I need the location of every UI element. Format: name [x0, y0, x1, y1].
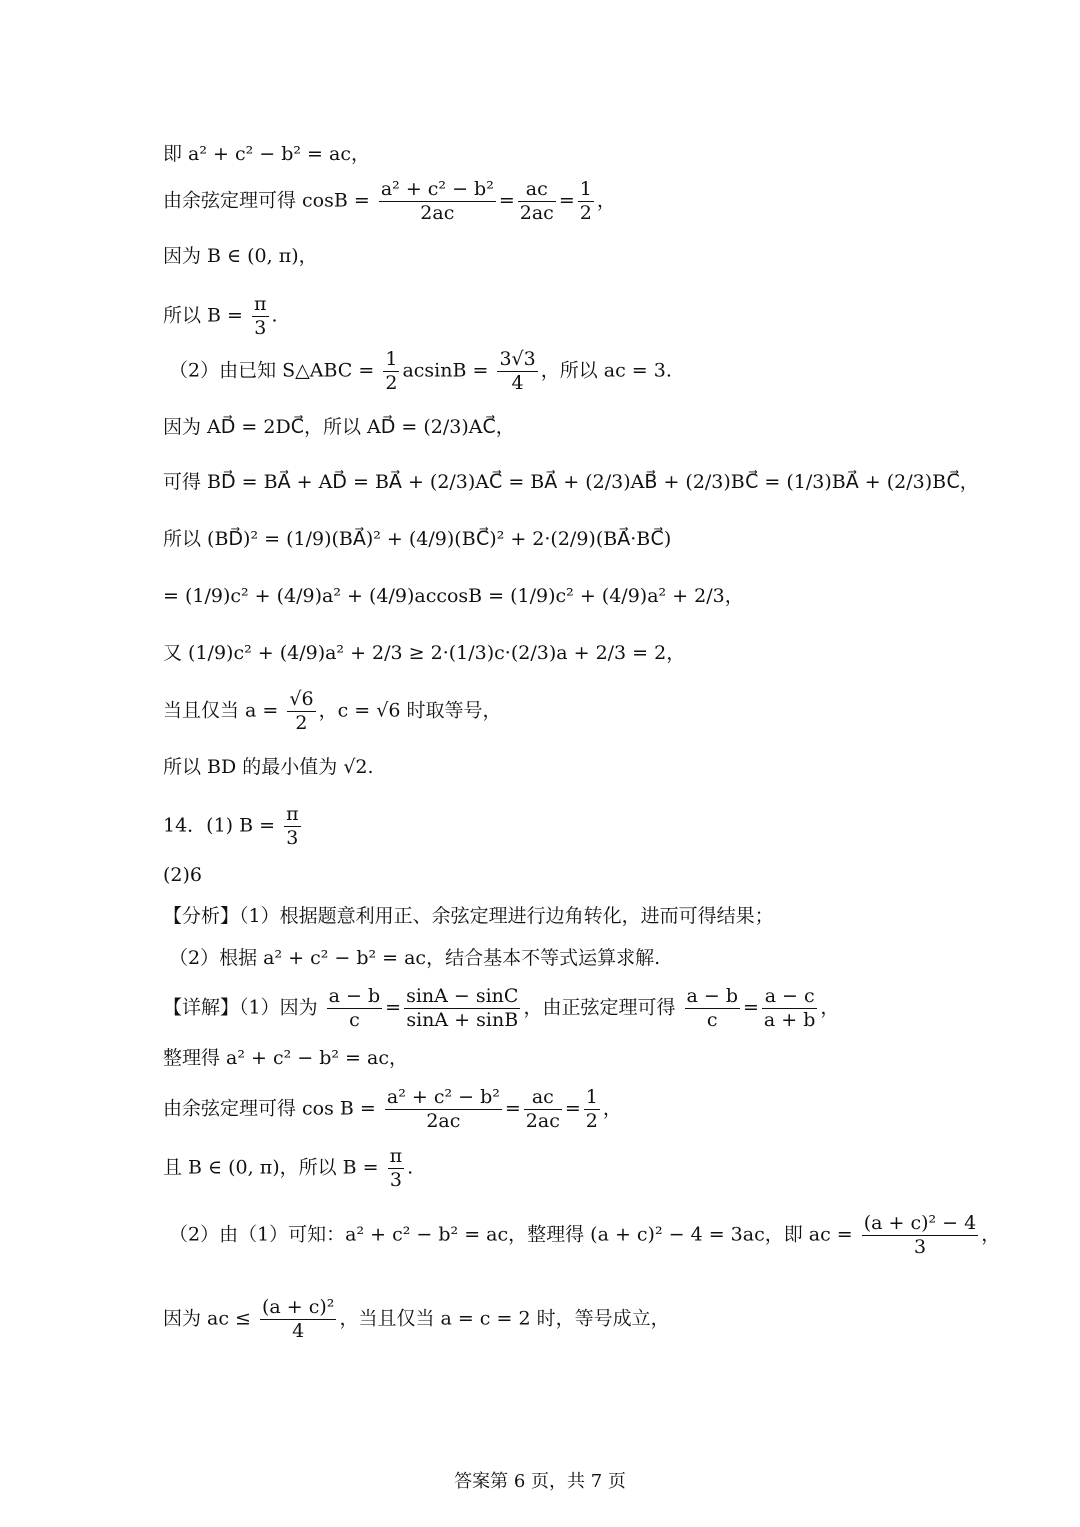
- fraction: $\frac{\text{a² + c² − b²}}{2ac}$: [380, 178, 494, 224]
- line-text: 由余弦定理可得 cosB =: [163, 189, 376, 212]
- bound-line: 因为 ac ≤ $\frac{\text{(a + c)²}}{4}$ ，当且仅当 a = c = 2 时，等号成立，: [163, 1296, 670, 1342]
- b-result-line: 且 B ∈ (0, π)，所以 B = $\frac{\pi}{3}$ .: [163, 1145, 414, 1191]
- fraction: $\frac{1}{2}$: [385, 348, 398, 394]
- fraction: $\frac{ac}{2ac}$: [519, 178, 554, 224]
- fraction: $\frac{ac}{2ac}$: [525, 1086, 560, 1132]
- analysis-line-2: （2）根据 a² + c² − b² = ac，结合基本不等式运算求解.: [169, 947, 661, 969]
- range-line: 因为 B ∈ (0, π)，: [163, 245, 318, 267]
- equality-line: 当且仅当 a = $\frac{√6}{2}$ ，c = √6 时取等号，: [163, 688, 502, 734]
- fraction: $\frac{1}{2}$: [579, 178, 592, 224]
- result-line: 所以 B = $\frac{\pi}{3}$ .: [163, 293, 278, 339]
- fraction: $\frac{3√3}{4}$: [499, 348, 536, 394]
- fraction: $\frac{\pi}{3}$: [286, 803, 299, 849]
- fraction: $\frac{1}{2}$: [585, 1086, 598, 1132]
- fraction: $\frac{a - b}{c}$: [686, 985, 738, 1031]
- min-value-line: 所以 BD 的最小值为 √2.: [163, 756, 374, 778]
- fraction: $\frac{\pi}{3}$: [254, 293, 267, 339]
- part2-line: （2）由（1）可知：a² + c² − b² = ac，整理得 (a + c)² − 4 = 3ac，即 ac = $\frac{\text{(a + c)² − 4}}{3}$ ，: [169, 1212, 1001, 1258]
- q14-answer-2: (2)6: [163, 864, 203, 886]
- fraction: $\frac{\text{(a + c)² − 4}}{3}$: [863, 1212, 977, 1258]
- analysis-line: 【分析】（1）根据题意利用正、余弦定理进行边角转化，进而可得结果；: [163, 905, 774, 927]
- vector-line-3: 所以 (BD⃗)² = (1/9)(BA⃗)² + (4/9)(BC⃗)² + 2·(2/9)(BA⃗·BC⃗): [163, 528, 672, 550]
- area-line: （2）由已知 S△ABC = $\frac{1}{2}$ acsinB = $\frac{3√3}{4}$ ，所以 ac = 3.: [169, 348, 672, 394]
- fraction: $\frac{\pi}{3}$: [389, 1145, 403, 1191]
- simplify-line: 整理得 a² + c² − b² = ac，: [163, 1047, 408, 1069]
- fraction: $\frac{\text{(a + c)²}}{4}$: [262, 1296, 335, 1342]
- detail-line: 【详解】（1）因为 $\frac{a - b}{c}$ = $\frac{\sin A - \sin C}{\sin A + \sin B}$ ，由正弦定理可得 $\frac{a - b}{c}$ = $\frac{a - c}{a + b}$ ，: [163, 985, 840, 1031]
- page-footer: 答案第 6 页，共 7 页: [454, 1471, 626, 1492]
- q14-answer-1: 14．(1) B = $\frac{\pi}{3}$: [163, 803, 299, 849]
- cosine-law-line-2: 由余弦定理可得 cos B = $\frac{\text{a² + c² − b²}}{2ac}$ = $\frac{ac}{2ac}$ = $\frac{1}{2}$ ，: [163, 1086, 622, 1132]
- vector-line-4: = (1/9)c² + (4/9)a² + (4/9)accosB = (1/9)c² + (4/9)a² + 2/3，: [163, 585, 744, 607]
- fraction: $\frac{\sin A - \sin C}{\sin A + \sin B}$: [406, 985, 519, 1031]
- fraction: $\frac{\text{a² + c² − b²}}{2ac}$: [386, 1086, 500, 1132]
- fraction: $\frac{a - b}{c}$: [328, 985, 381, 1031]
- vector-line-2: 可得 BD⃗ = BA⃗ + AD⃗ = BA⃗ + (2/3)AC⃗ = BA⃗ + (2/3)AB⃗ + (2/3)BC⃗ = (1/3)BA⃗ + (2/3)BC⃗，: [163, 471, 979, 493]
- fraction: $\frac{√6}{2}$: [289, 688, 314, 734]
- cosine-law-line: 由余弦定理可得 cosB = $\frac{\text{a² + c² − b²}}{2ac}$ = $\frac{ac}{2ac}$ = $\frac{1}{2}$ ，: [163, 178, 616, 224]
- inequality-line: 又 (1/9)c² + (4/9)a² + 2/3 ≥ 2·(1/3)c·(2/3)a + 2/3 = 2，: [163, 642, 686, 664]
- eq-line-1: 即 a² + c² − b² = ac，: [163, 143, 370, 165]
- fraction: $\frac{a - c}{a + b}$: [763, 985, 816, 1031]
- vector-line-1: 因为 AD⃗ = 2DC⃗，所以 AD⃗ = (2/3)AC⃗，: [163, 416, 515, 438]
